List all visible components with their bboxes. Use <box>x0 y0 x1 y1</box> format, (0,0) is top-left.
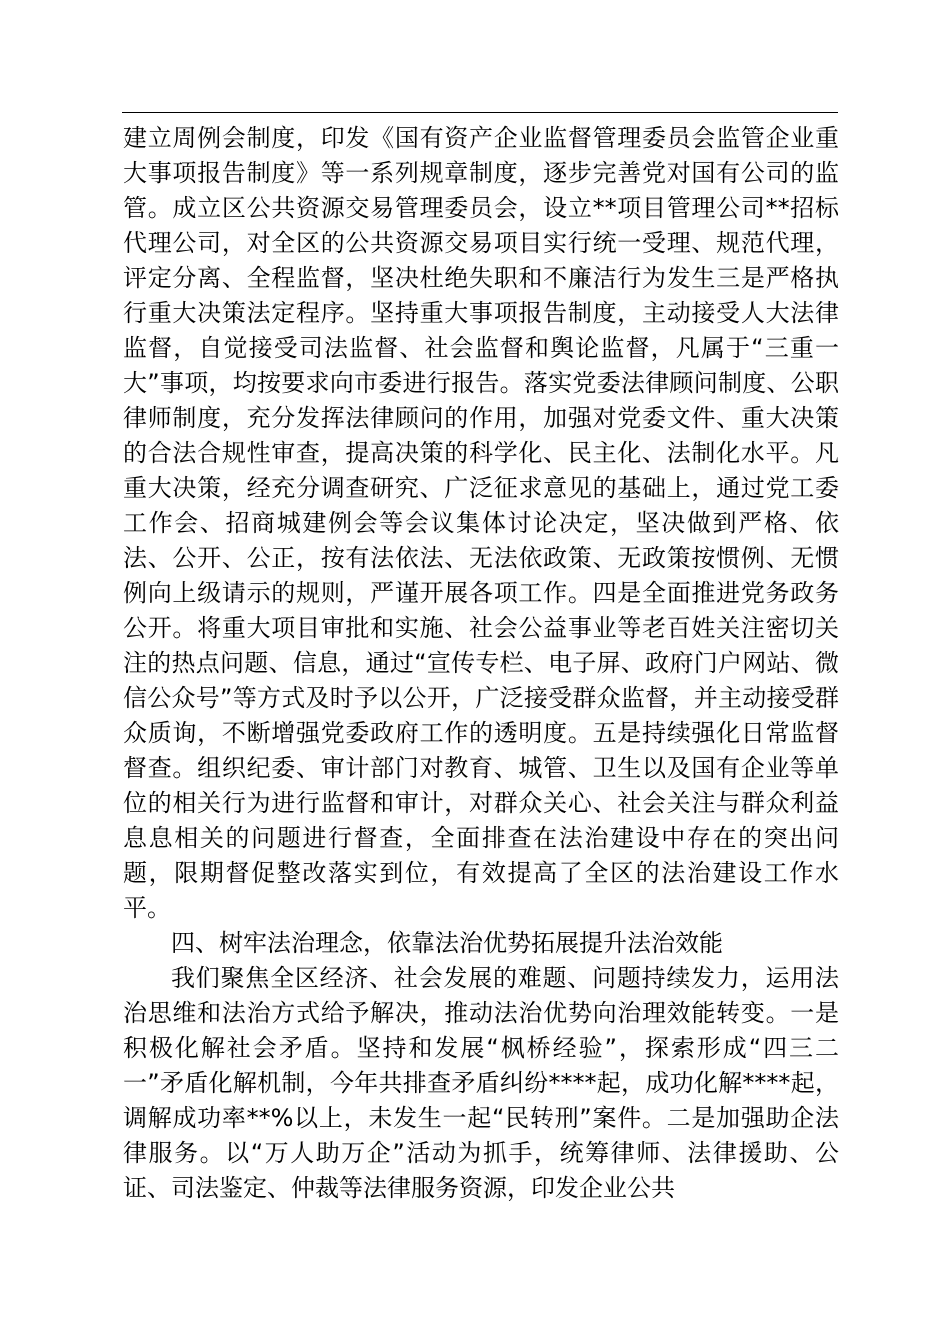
header-divider <box>122 112 838 113</box>
paragraph-continuation: 建立周例会制度，印发《国有资产企业监督管理委员会监管企业重大事项报告制度》等一系列规章制度，逐步完善党对国有公司的监管。成立区公共资源交易管理委员会，设立**项目管理公司**招标代理公司，对全区的公共资源交易项目实行统一受理、规范代理，评定分离、全程监督，坚决杜绝失职和不廉洁行为发生三是严格执行重大决策法定程序。坚持重大事项报告制度，主动接受人大法律监督，自觉接受司法监督、社会监督和舆论监督，凡属于“三重一大”事项，均按要求向市委进行报告。落实党委法律顾问制度、公职律师制度，充分发挥法律顾问的作用，加强对党委文件、重大决策的合法合规性审查，提高决策的科学化、民主化、法制化水平。凡重大决策，经充分调查研究、广泛征求意见的基础上，通过党工委工作会、招商城建例会等会议集体讨论决定，坚决做到严格、依法、公开、公正，按有法依法、无法依政策、无政策按惯例、无惯例向上级请示的规则，严谨开展各项工作。四是全面推进党务政务公开。将重大项目审批和实施、社会公益事业等老百姓关注密切关注的热点问题、信息，通过“宣传专栏、电子屏、政府门户网站、微信公众号”等方式及时予以公开，广泛接受群众监督，并主动接受群众质询，不断增强党委政府工作的透明度。五是持续强化日常监督督查。组织纪委、审计部门对教育、城管、卫生以及国有企业等单位的相关行为进行监督和审计，对群众关心、社会关注与群众利益息息相关的问题进行督查，全面排查在法治建设中存在的突出问题，限期督促整改落实到位，有效提高了全区的法治建设工作水平。 <box>123 124 839 922</box>
paragraph-body: 我们聚焦全区经济、社会发展的难题、问题持续发力，运用法治思维和法治方式给予解决，推动法治优势向治理效能转变。一是积极化解社会矛盾。坚持和发展“枫桥经验”，探索形成“四三二一”矛盾化解机制，今年共排查矛盾纠纷****起，成功化解****起，调解成功率**%以上，未发生一起“民转刑”案件。二是加强助企法律服务。以“万人助万企”活动为抓手，统筹律师、法律援助、公证、司法鉴定、仲裁等法律服务资源，印发企业公共 <box>123 964 839 1202</box>
document-body <box>123 121 839 1206</box>
section-heading: 四、树牢法治理念，依靠法治优势拓展提升法治效能 <box>171 929 723 957</box>
